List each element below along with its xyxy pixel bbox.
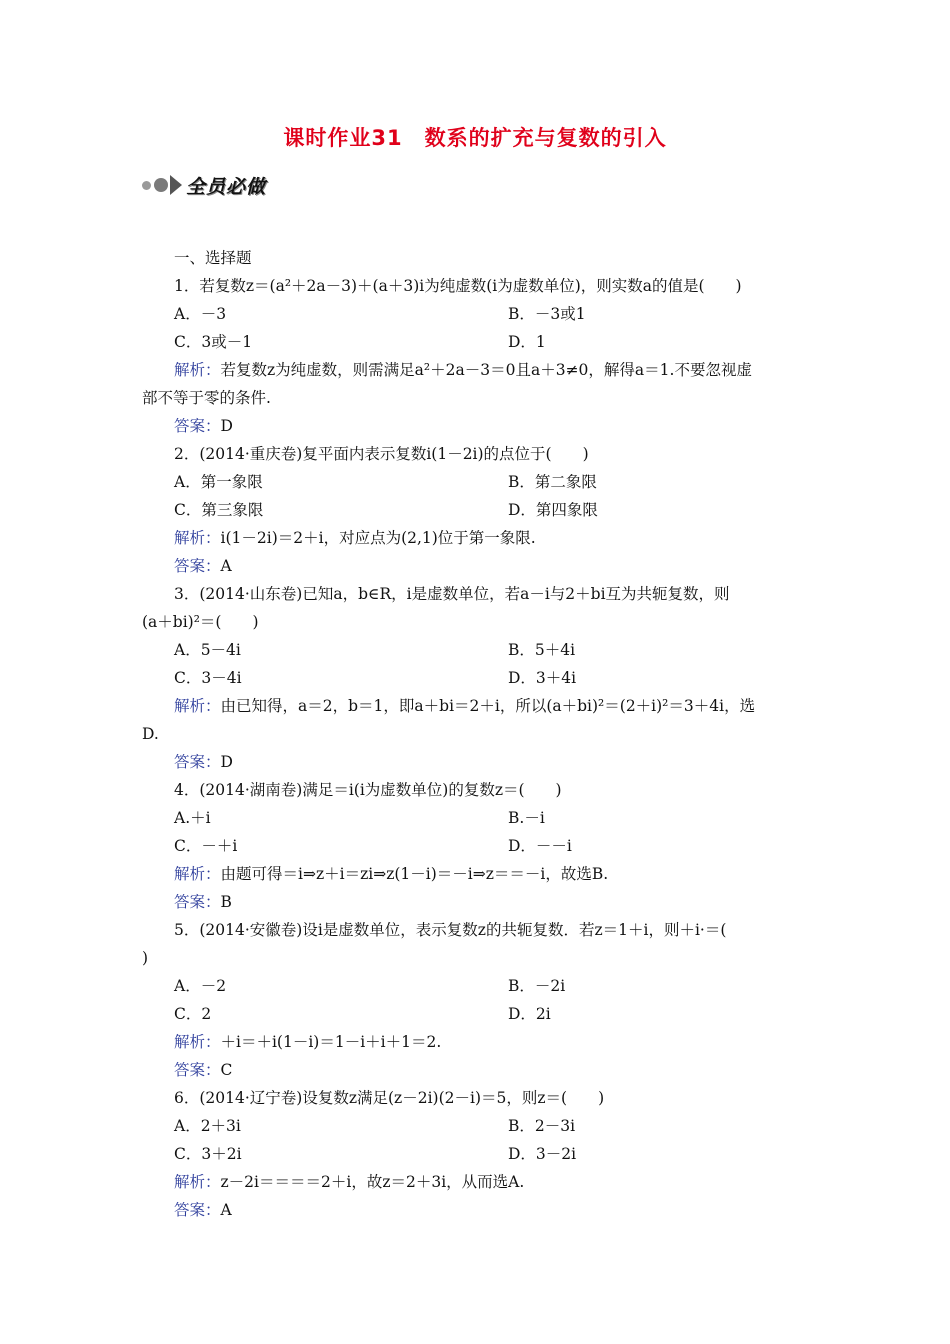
option-c: C．第三象限 <box>174 501 264 519</box>
question-1-analysis-cont: 部不等于零的条件. <box>142 389 271 407</box>
option-b: B．－2i <box>508 977 566 995</box>
question-6-stem: 6．(2014·辽宁卷)设复数z满足(z－2i)(2－i)＝5，则z＝( ) <box>174 1089 605 1107</box>
option-c: C．3＋2i <box>174 1145 242 1163</box>
option-b: B．2－3i <box>508 1117 576 1135</box>
option-d: D．第四象限 <box>508 501 598 519</box>
question-6-answer <box>142 1196 810 1224</box>
question-2-options-cd <box>142 496 810 524</box>
section-banner <box>142 172 266 198</box>
question-5-options-ab <box>142 972 810 1000</box>
question-1-analysis <box>142 356 810 384</box>
option-a: A．－2 <box>174 977 227 995</box>
question-6-analysis <box>142 1168 810 1196</box>
question-5-options-cd <box>142 1000 810 1028</box>
analysis-label: 解析： <box>174 1033 221 1051</box>
answer-label: 答案： <box>174 753 221 771</box>
question-5-answer <box>142 1056 810 1084</box>
answer-label: 答案： <box>174 893 221 911</box>
option-c: C．2 <box>174 1005 212 1023</box>
question-6-options-ab <box>142 1112 810 1140</box>
option-a: A．－3 <box>174 305 227 323</box>
option-d: D．3－2i <box>508 1145 577 1163</box>
option-c: C．3－4i <box>174 669 242 687</box>
question-3-stem-cont: (a＋bi)²＝( ) <box>142 613 259 631</box>
option-d: D．2i <box>508 1005 551 1023</box>
option-a: A．第一象限 <box>174 473 263 491</box>
question-3-options-cd <box>142 664 810 692</box>
answer-value: A <box>220 557 232 575</box>
question-4-options-cd <box>142 832 810 860</box>
question-4-stem: 4．(2014·湖南卷)满足＝i(i为虚数单位)的复数z＝( ) <box>174 781 562 799</box>
answer-value: D <box>220 753 233 771</box>
answer-label: 答案： <box>174 417 221 435</box>
answer-label: 答案： <box>174 1201 221 1219</box>
question-1-options-cd <box>142 328 810 356</box>
answer-value: D <box>220 417 233 435</box>
analysis-label: 解析： <box>174 529 221 547</box>
option-b: B．第二象限 <box>508 473 597 491</box>
option-b: B．5＋4i <box>508 641 576 659</box>
option-a: A．5－4i <box>174 641 241 659</box>
question-3-stem: 3．(2014·山东卷)已知a，b∈R，i是虚数单位，若a－i与2＋bi互为共轭复数，则 <box>174 585 730 603</box>
answer-value: A <box>220 1201 232 1219</box>
question-3-analysis <box>142 692 810 720</box>
exercise-content <box>142 244 810 1224</box>
option-d: D．3＋4i <box>508 669 577 687</box>
question-3-options-ab <box>142 636 810 664</box>
question-1-options-ab <box>142 300 810 328</box>
analysis-label: 解析： <box>174 1173 221 1191</box>
analysis-text: 由题可得＝i⇒z＋i＝zi⇒z(1－i)＝－i⇒z＝＝－i，故选B. <box>220 865 609 883</box>
analysis-text: z－2i＝＝＝＝2＋i，故z＝2＋3i，从而选A. <box>220 1173 525 1191</box>
analysis-text: 由已知得，a＝2，b＝1，即a＋bi＝2＋i，所以(a＋bi)²＝(2＋i)²＝3＋4i，选 <box>220 697 756 715</box>
answer-label: 答案： <box>174 1061 221 1079</box>
option-d: D．1 <box>508 333 546 351</box>
answer-label: 答案： <box>174 557 221 575</box>
question-3-answer <box>142 748 810 776</box>
question-1-stem: 1．若复数z＝(a²＋2a－3)＋(a＋3)i为纯虚数(i为虚数单位)，则实数a的值是( ) <box>174 277 742 295</box>
question-2-stem: 2．(2014·重庆卷)复平面内表示复数i(1－2i)的点位于( ) <box>174 445 589 463</box>
question-4-options-ab <box>142 804 810 832</box>
page-title: 课时作业31 数系的扩充与复数的引入 <box>283 126 667 150</box>
option-c: C．3或－1 <box>174 333 253 351</box>
question-1-answer <box>142 412 810 440</box>
question-5-analysis <box>142 1028 810 1056</box>
section-heading: 一、选择题 <box>174 249 252 267</box>
analysis-text: ＋i＝＋i(1－i)＝1－i＋i＋1＝2. <box>220 1033 442 1051</box>
option-a: A．2＋3i <box>174 1117 241 1135</box>
question-2-analysis <box>142 524 810 552</box>
question-6-options-cd <box>142 1140 810 1168</box>
answer-value: B <box>220 893 232 911</box>
analysis-label: 解析： <box>174 361 221 379</box>
question-5-stem: 5．(2014·安徽卷)设i是虚数单位，表示复数z的共轭复数．若z＝1＋i，则＋i·＝( <box>174 921 727 939</box>
question-2-answer <box>142 552 810 580</box>
question-3-analysis-cont: D. <box>142 725 159 743</box>
question-2-options-ab <box>142 468 810 496</box>
question-4-analysis <box>142 860 810 888</box>
analysis-text: i(1－2i)＝2＋i，对应点为(2,1)位于第一象限. <box>220 529 536 547</box>
answer-value: C <box>220 1061 233 1079</box>
question-4-answer <box>142 888 810 916</box>
analysis-label: 解析： <box>174 697 221 715</box>
option-c: C．－＋i <box>174 837 238 855</box>
option-a: A.＋i <box>174 809 211 827</box>
banner-label: 全员必做 <box>186 175 267 198</box>
option-b: B.－i <box>508 809 545 827</box>
analysis-text: 若复数z为纯虚数，则需满足a²＋2a－3＝0且a＋3≠0，解得a＝1.不要忽视虚 <box>220 361 752 379</box>
option-b: B．－3或1 <box>508 305 586 323</box>
analysis-label: 解析： <box>174 865 221 883</box>
bullet-dot-icon <box>154 178 168 192</box>
option-d: D．－－i <box>508 837 572 855</box>
question-5-stem-cont: ) <box>142 949 149 967</box>
arrow-right-icon <box>170 175 182 195</box>
bullet-dot-icon <box>142 181 151 190</box>
